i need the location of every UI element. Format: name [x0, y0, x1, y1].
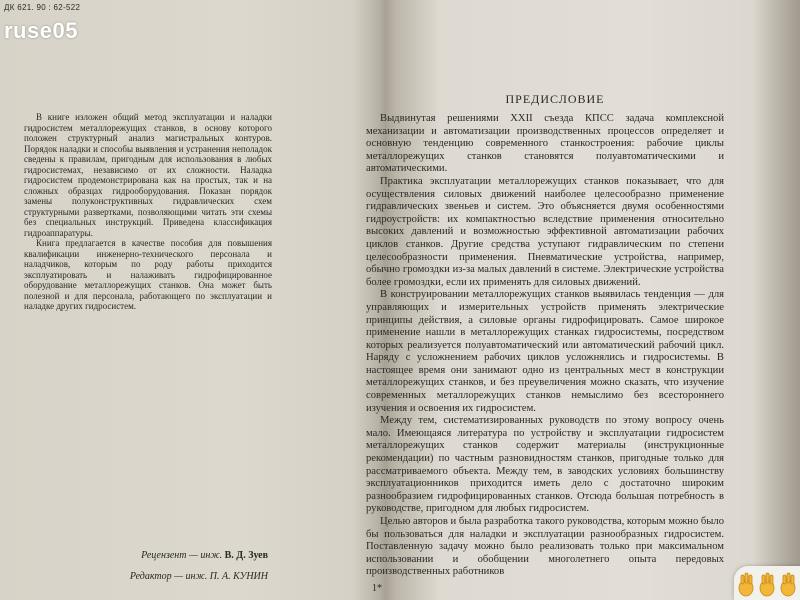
- udk-code: ДК 621. 90 : 62-522: [4, 3, 81, 12]
- preface-paragraph: Выдвинутая решениями XXII съезда КПСС задача комплексной механизации и автоматизации производственных процессов определяет и основную тенденцию современного станкостроения: рабочие циклы металлорежущих станков становятся полуавтоматическими и автоматическими.: [366, 113, 724, 175]
- preface-paragraph: В конструировании металлорежущих станков выявилась тенденция — для управляющих и измерительных устройств применять электрические принципы действия, а силовые органы гидрофицировать. Самое широкое применение нашли в металлорежущих станках гидросистемы, посредством которых реализуется полуавтоматический или автоматический рабочий цикл. Наряду с усложнением рабочих циклов усложнялись и гидросистемы. В настоящее время они занимают одно из центральных мест в конструкции металлорежущих станков, и без преувеличения можно сказать, что изучение современных металлорежущих станков немыслимо без всестороннего изучения и освоения их гидросистем.: [366, 289, 724, 414]
- editor-name: П. А. КУНИН: [209, 571, 268, 582]
- preface-paragraph: Между тем, систематизированных руководств по этому вопросу очень мало. Имеющаяся литература по устройству и эксплуатации гидросистем металлорежущих станков содержит материалы (инструкционные рекомендации) по частным разновидностям станков, пригодные только для рассматриваемого объекта. Между тем, в заводских условиях большинству эксплуатационников приходится иметь дело с достаточно широким разнообразием гидрофицированных станков. Отсюда большая потребность в руководстве, пригодном для любых гидросистем.: [366, 415, 724, 515]
- preface-paragraph: Целью авторов и была разработка такого руководства, которым можно было бы пользоваться для наладки и эксплуатации разнообразных гидросистем. Поставленную задачу можно было реализовать только при максимальном использовании и обобщении многолетнего опыта передовых производственных работников: [366, 516, 724, 578]
- annotation-block: [24, 112, 272, 312]
- page-number: 1*: [372, 583, 382, 594]
- reviewer-label: Рецензент — инж.: [141, 550, 223, 561]
- annotation-paragraph: В книге изложен общий метод эксплуатации и наладки гидросистем металлорежущих станков, в основу которого положен структурный анализ магистральных контуров. Порядок наладки и способы выявления и устранения неполадок сведены к правилам, пригодным для использования в любых гидросистемах, независимо от их сложности. Наладка гидросистем продемонстрирована как на простых, так и на сложных образцах гидрооборудования. Показан порядок замены полуконструктивных гидравлических схем структурными развертками, позволяющими читать эти схемы без специальных инструкций. Приведена классификация гидроаппаратуры.: [24, 112, 272, 238]
- credits: [58, 545, 268, 587]
- annotation-paragraph: Книга предлагается в качестве пособия для повышения квалификации инженерно-технического персонала и наладчиков, которым по роду работы приходится эксплуатировать и налаживать гидрофицированное оборудование металлорежущих станков. Она может быть полезной и для персонала, работающего по эксплуатации и наладке других гидросистем.: [24, 238, 272, 311]
- reviewer-name: В. Д. Зуев: [224, 550, 268, 561]
- watermark: ruse05: [4, 18, 78, 43]
- preface-page: [366, 92, 724, 579]
- page-edge-shadow: [754, 0, 800, 600]
- reviewer-line: [58, 545, 268, 566]
- preface-heading: ПРЕДИСЛОВИЕ: [505, 92, 605, 106]
- corner-badge: [734, 566, 800, 600]
- preface-body: [366, 113, 724, 579]
- waving-hand-icon: [736, 568, 798, 600]
- editor-label: Редактор — инж.: [129, 571, 208, 582]
- preface-paragraph: Практика эксплуатации металлорежущих станков показывает, что для осуществления силовых движений наиболее целесообразно применение гидравлических звеньев и систем. Это объясняется двумя особенностями гидроустройств: их компактностью вследствие применения относительно высоких давлений и возможностью эффективной автоматизации рабочих циклов станков. Другие средства уступают гидравлическим по степени целесообразности применения. Пневматические устройства, например, обычно громоздки из-за малых давлений в системе. Электрические устройства более громоздки, если их применять для силовых движений.: [366, 175, 724, 288]
- editor-line: [58, 566, 268, 587]
